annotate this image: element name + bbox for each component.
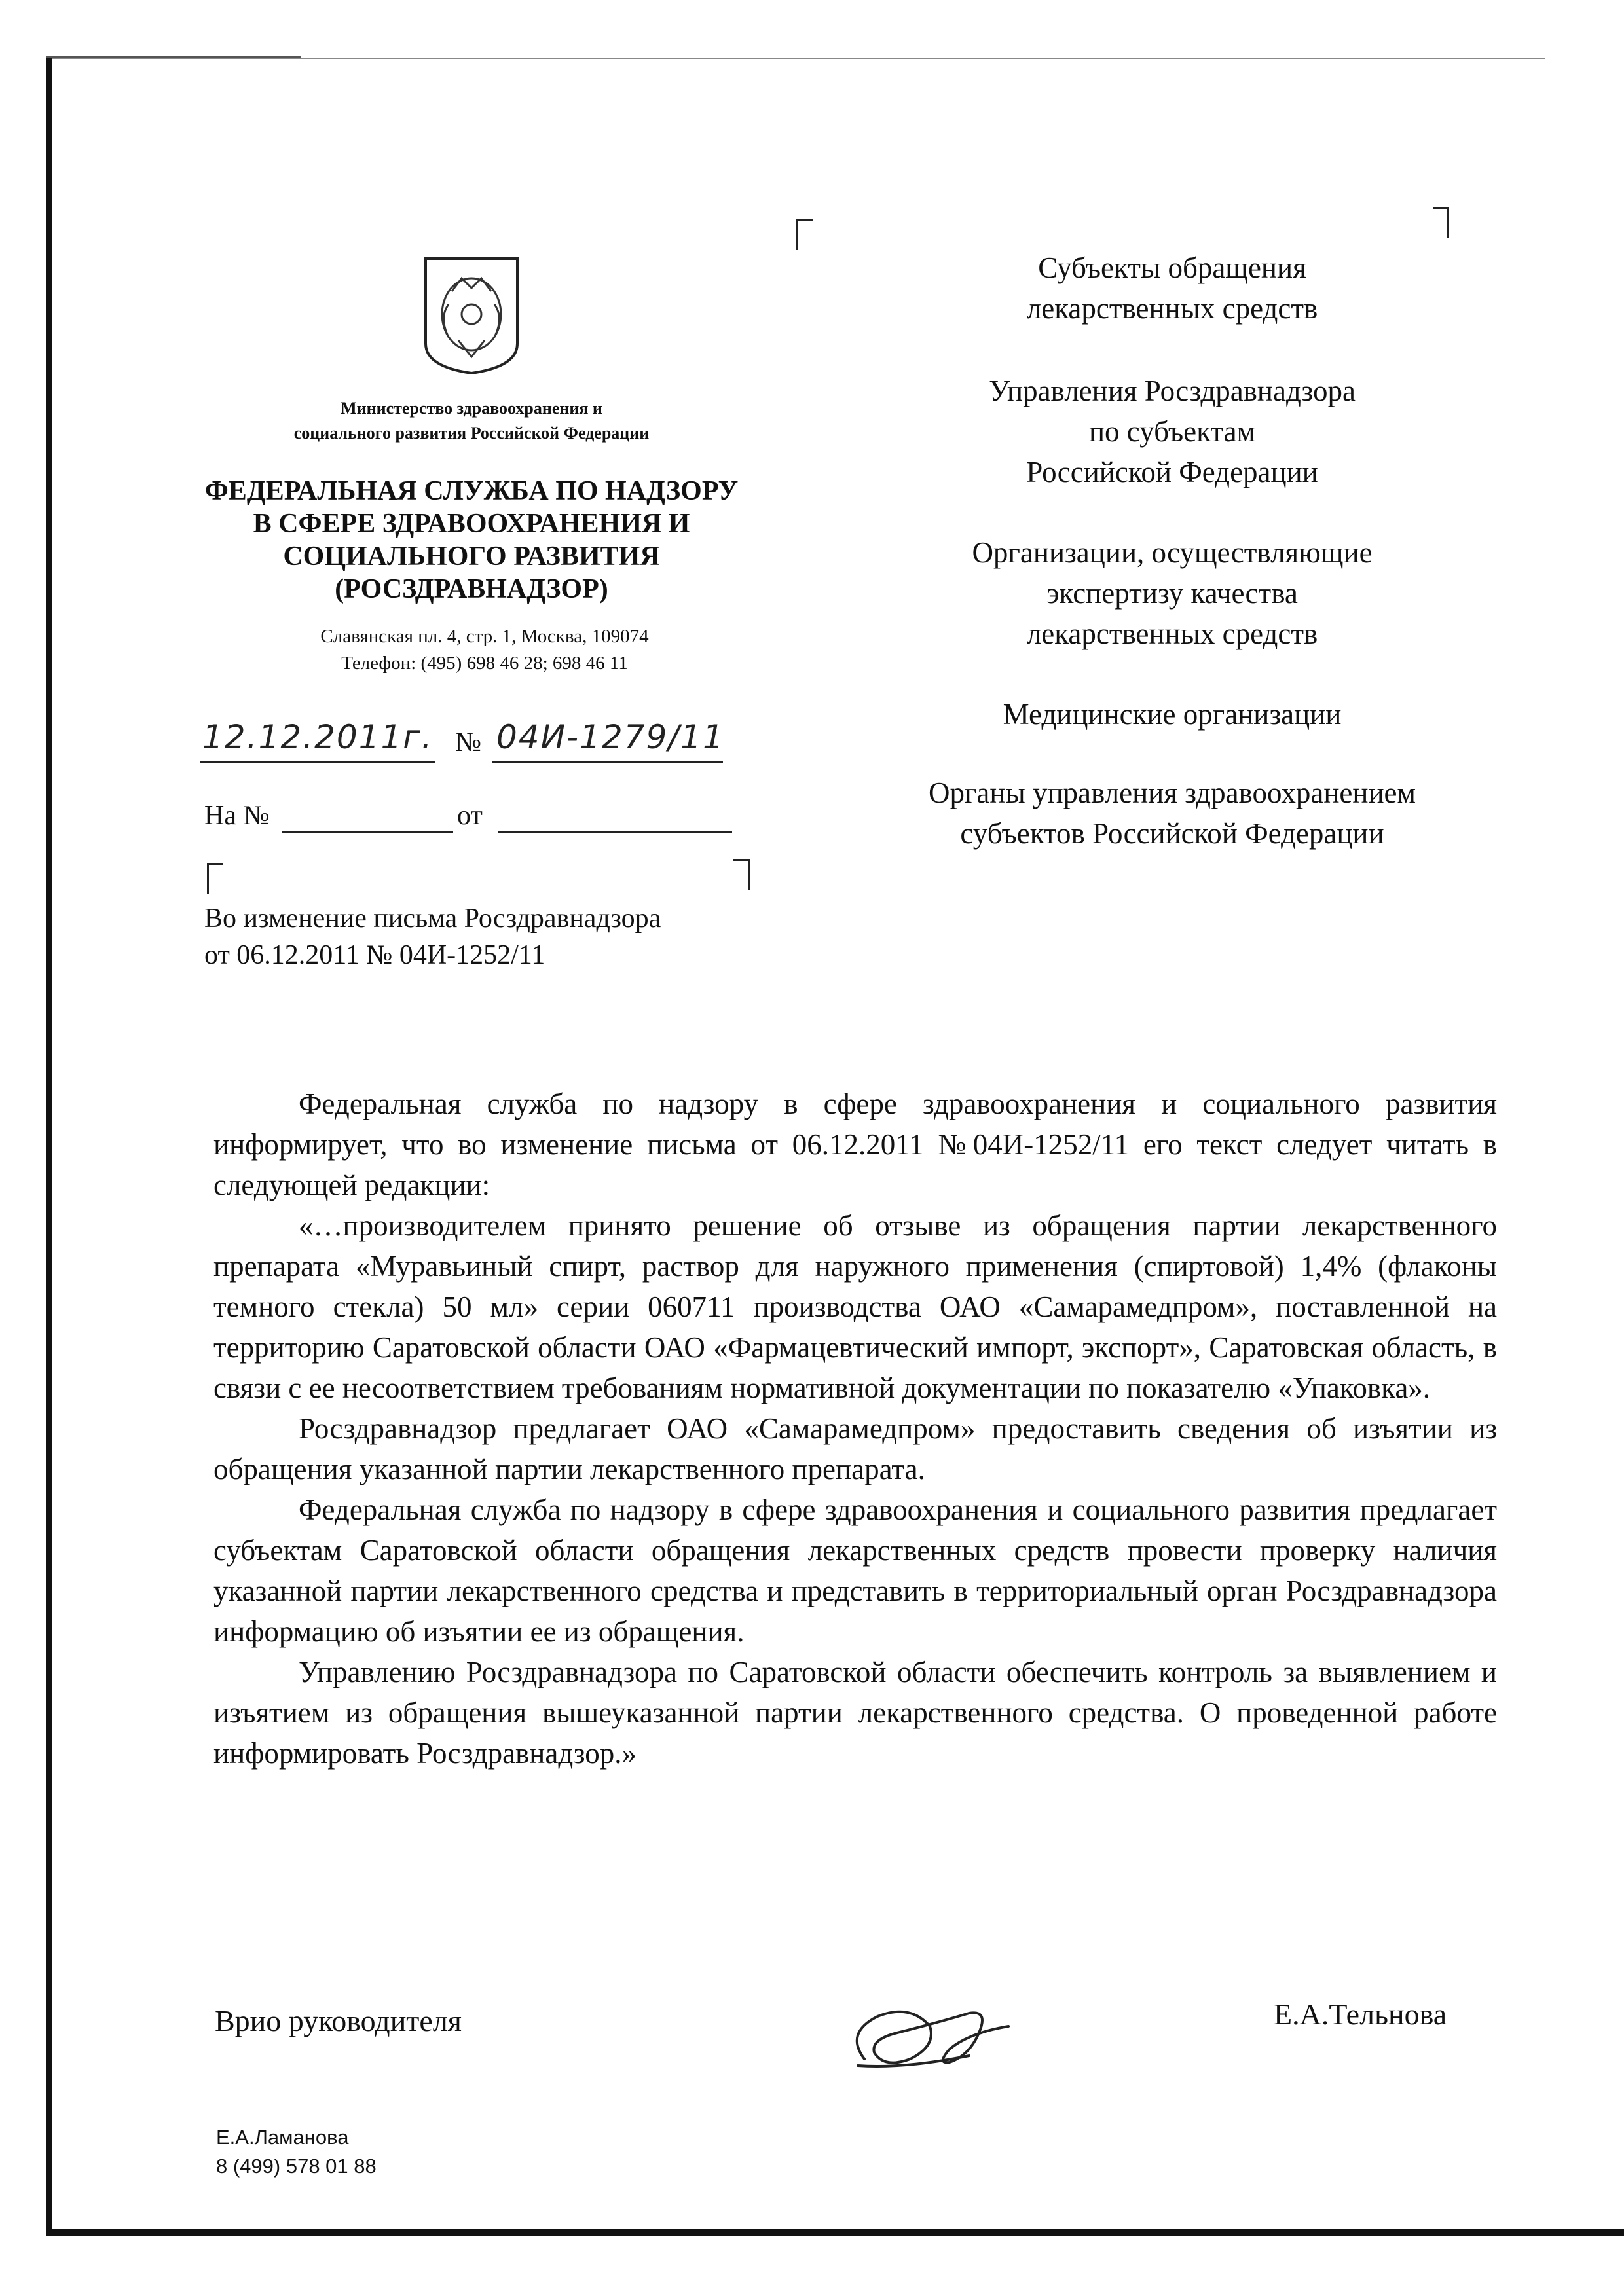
addressee-5-line-1: Органы управления здравоохранением — [928, 776, 1416, 809]
address-line-2: Телефон: (495) 698 46 28; 698 46 11 — [341, 653, 628, 674]
handwritten-number: 04И-1279/11 — [496, 718, 725, 756]
addressee-2-line-3: Российской Федерации — [1026, 456, 1318, 488]
agency-line-2: В СФЕРЕ ЗДРАВООХРАНЕНИЯ И — [253, 509, 690, 539]
executor-info — [216, 2123, 377, 2181]
addressee-3-line-1: Организации, осуществляющие — [972, 536, 1373, 569]
handwritten-signature — [838, 1987, 1035, 2085]
addressee-4-line-1: Медицинские организации — [1003, 698, 1342, 731]
address-line-1: Славянская пл. 4, стр. 1, Москва, 109074 — [320, 626, 649, 647]
subject-bracket-left — [207, 863, 223, 894]
agency-address — [236, 623, 733, 677]
executor-phone: 8 (499) 578 01 88 — [216, 2155, 377, 2178]
addressee-4 — [828, 694, 1516, 735]
addressee-2 — [828, 371, 1516, 492]
date-field — [200, 717, 435, 763]
subject-line-1: Во изменение письма Росздравнадзора — [204, 903, 661, 934]
addressee-5 — [828, 773, 1516, 854]
signatory-name: Е.А.Тельнова — [1274, 1997, 1447, 2031]
subject-bracket-right — [733, 859, 750, 890]
reply-number-label: На № — [204, 801, 270, 831]
frame-left-line — [46, 58, 52, 2234]
subject-line-2: от 06.12.2011 № 04И-1252/11 — [204, 940, 545, 970]
reply-from-label: от — [457, 801, 483, 831]
frame-bottom-line — [46, 2229, 1624, 2236]
agency-line-4: (РОСЗДРАВНАДЗОР) — [335, 574, 608, 604]
ministry-name — [236, 396, 707, 446]
addressee-1-line-2: лекарственных средств — [1026, 292, 1318, 325]
ministry-line-1: Министерство здравоохранения и — [341, 399, 602, 418]
body-paragraph-4: Федеральная служба по надзору в сфере здравоохранения и социального развития предлагает субъектам Саратовской области обращения лекарственных средств провести проверку наличия указанной партии лекарственного средства и представить в территориальный орган Росздравнадзора информацию об изъятии ее из обращения. — [213, 1493, 1497, 1648]
addressee-bracket-left — [796, 219, 813, 250]
addressee-2-line-2: по субъектам — [1088, 415, 1256, 448]
body-paragraph-2: «…производителем принято решение об отзыве из обращения партии лекарственного препарата «Муравьиный спирт, раствор для наружного применения (спиртовой) 1,4% (флаконы темного стекла) 50 мл» серии 060711 производства ОАО «Самарамедпром», поставленной на территорию Саратовской области ОАО «Фармацевтический импорт, экспорт», Саратовская область, в связи с ее несоответствием требованиям нормативной документации по показателю «Упаковка». — [213, 1209, 1497, 1404]
body-paragraph-3: Росздравнадзор предлагает ОАО «Самарамедпром» предоставить сведения об изъятии из обращения указанной партии лекарственного препарата. — [213, 1412, 1497, 1485]
subject-reference — [204, 900, 794, 974]
handwritten-date: 12.12.2011г. — [202, 718, 434, 756]
ministry-line-2: социального развития Российской Федерации — [293, 424, 650, 443]
addressee-3-line-3: лекарственных средств — [1026, 617, 1318, 650]
addressee-3-line-2: экспертизу качества — [1046, 577, 1298, 610]
addressee-1-line-1: Субъекты обращения — [1038, 251, 1306, 284]
reply-from-line — [498, 812, 732, 833]
agency-line-3: СОЦИАЛЬНОГО РАЗВИТИЯ — [283, 541, 660, 572]
reply-number-line — [282, 812, 453, 833]
addressee-1 — [828, 247, 1516, 329]
body-paragraph-5: Управлению Росздравнадзора по Саратовской области обеспечить контроль за выявлением и изъятием из обращения вышеуказанной партии лекарственного средства. О проведенной работе информировать Росздравнадзор.» — [213, 1656, 1497, 1770]
addressee-3 — [828, 532, 1516, 654]
addressee-2-line-1: Управления Росздравнадзора — [989, 374, 1356, 407]
addressee-bracket-right — [1433, 207, 1449, 238]
number-field — [492, 717, 723, 763]
number-sign: № — [455, 727, 482, 757]
executor-name: Е.А.Ламанова — [216, 2126, 349, 2149]
coat-of-arms-emblem — [419, 252, 524, 376]
agency-name — [183, 475, 760, 606]
letter-body — [213, 1084, 1497, 1774]
addressee-5-line-2: субъектов Российской Федерации — [960, 817, 1384, 850]
frame-top-stub — [46, 56, 301, 58]
agency-line-1: ФЕДЕРАЛЬНАЯ СЛУЖБА ПО НАДЗОРУ — [204, 476, 739, 506]
body-paragraph-1: Федеральная служба по надзору в сфере здравоохранения и социального развития информирует, что во изменение письма от 06.12.2011 №04И-1252/11 его текст следует читать в следующей редакции: — [213, 1087, 1497, 1201]
signatory-position: Врио руководителя — [215, 2004, 462, 2037]
